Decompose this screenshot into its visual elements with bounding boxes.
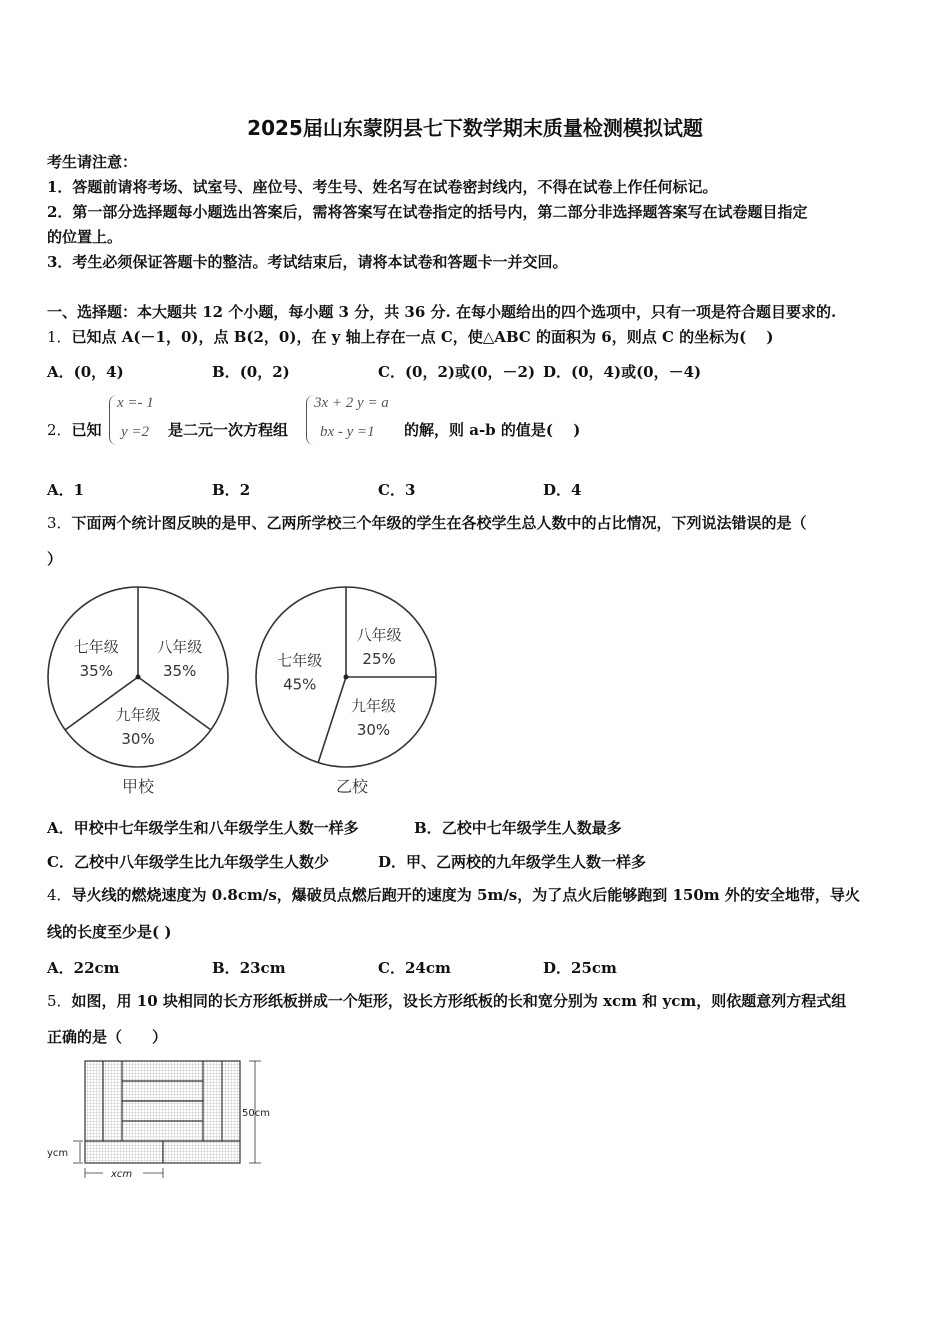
pie-charts xyxy=(40,585,440,800)
pie-slice-value: 35% xyxy=(163,661,197,680)
notice-item: 3．考生必须保证答题卡的整洁。考试结束后，请将本试卷和答题卡一并交回。 xyxy=(47,253,568,271)
pie-slice-value: 35% xyxy=(79,661,113,680)
equation-y: y =2 xyxy=(121,424,150,440)
question-5-line2: 正确的是（ ） xyxy=(47,1028,168,1046)
q1-option-c[interactable]: C．(0，2)或(0，－2) xyxy=(378,363,536,381)
pie-slice-label: 九年级 xyxy=(115,705,161,724)
notice-item: 2．第一部分选择题每小题选出答案后，需将答案写在试卷指定的括号内，第二部分非选择题答案写在试卷题目指定 xyxy=(47,203,808,221)
y-label: ycm xyxy=(47,1148,69,1159)
equation-x: x =- 1 xyxy=(117,395,154,411)
pie-center-dot xyxy=(136,675,141,680)
q3-option-a[interactable]: A．甲校中七年级学生和八年级学生人数一样多 xyxy=(47,819,359,837)
q4-option-b[interactable]: B．23cm xyxy=(212,959,286,977)
pie-slice-value: 30% xyxy=(356,720,391,739)
q3-option-c[interactable]: C．乙校中八年级学生比九年级学生人数少 xyxy=(47,853,329,871)
equation-2: bx - y =1 xyxy=(320,424,375,440)
question-2-mid: 是二元一次方程组 xyxy=(168,421,289,439)
notice-item: 1．答题前请将考场、试室号、座位号、考生号、姓名写在试卷密封线内，不得在试卷上作任何标记。 xyxy=(47,178,718,196)
pie-title: 乙校 xyxy=(335,777,369,796)
equation-1: 3x + 2 y = a xyxy=(314,395,389,411)
q1-option-a[interactable]: A．(0，4) xyxy=(47,363,124,381)
q1-option-d[interactable]: D．(0，4)或(0，－4) xyxy=(543,363,702,381)
question-2-post: 的解，则 a-b 的值是( ) xyxy=(404,421,581,439)
question-text: 已知点 A(－1，0)，点 B(2，0)，在 y 轴上存在一点 C，使△ABC 的面积为 6，则点 C 的坐标为( ) xyxy=(71,328,774,346)
page-title: 2025届山东蒙阴县七下数学期末质量检测模拟试题 xyxy=(247,116,703,140)
pie-slice-value: 25% xyxy=(362,649,396,668)
pie-slice-label: 八年级 xyxy=(157,637,203,656)
question-3: 3．下面两个统计图反映的是甲、乙两所学校三个年级的学生在各校学生总人数中的占比情况，下列说法错误的是（ xyxy=(47,514,807,532)
pie-slice-label: 八年级 xyxy=(356,625,402,644)
q2-option-b[interactable]: B．2 xyxy=(212,481,251,499)
pie-slice-label: 七年级 xyxy=(73,637,119,656)
x-label: xcm xyxy=(111,1169,133,1180)
notice-heading: 考生请注意： xyxy=(47,153,138,171)
pie-slice-value: 45% xyxy=(283,675,317,694)
q2-option-c[interactable]: C．3 xyxy=(378,481,416,499)
pie-slice-label: 九年级 xyxy=(351,696,397,715)
q2-option-a[interactable]: A．1 xyxy=(47,481,85,499)
pie-title: 甲校 xyxy=(121,777,155,796)
q2-option-d[interactable]: D．4 xyxy=(543,481,582,499)
notice-item: 的位置上。 xyxy=(47,228,123,246)
height-label: 50cm xyxy=(242,1108,270,1119)
section-heading: 一、选择题：本大题共 12 个小题，每小题 3 分，共 36 分. 在每小题给出的四个选项中，只有一项是符合题目要求的. xyxy=(47,303,837,321)
question-3-close: ） xyxy=(47,550,63,568)
q4-option-d[interactable]: D．25cm xyxy=(543,959,617,977)
q4-option-c[interactable]: C．24cm xyxy=(378,959,451,977)
question-5: 5．如图，用 10 块相同的长方形纸板拼成一个矩形，设长方形纸板的长和宽分别为 xcm 和 ycm，则依题意列方程式组 xyxy=(47,992,847,1010)
pie-slice-value: 30% xyxy=(121,729,155,748)
q4-option-a[interactable]: A．22cm xyxy=(47,959,120,977)
question-1 xyxy=(47,327,774,347)
pie-center-dot xyxy=(344,675,349,680)
q3-option-b[interactable]: B．乙校中七年级学生人数最多 xyxy=(414,819,622,837)
pie-slice-label: 七年级 xyxy=(277,651,323,670)
q3-option-d[interactable]: D．甲、乙两校的九年级学生人数一样多 xyxy=(378,853,647,871)
question-4-line2: 线的长度至少是( ) xyxy=(47,923,172,941)
question-4: 4．导火线的燃烧速度为 0.8cm/s，爆破员点燃后跑开的速度为 5m/s，为了点火后能够跑到 150m 外的安全地带，导火 xyxy=(47,886,860,904)
rectangle-figure xyxy=(45,1058,285,1183)
question-2-num: 2．已知 xyxy=(47,421,102,439)
question-number: 1． xyxy=(47,328,72,346)
q1-option-b[interactable]: B．(0，2) xyxy=(212,363,290,381)
